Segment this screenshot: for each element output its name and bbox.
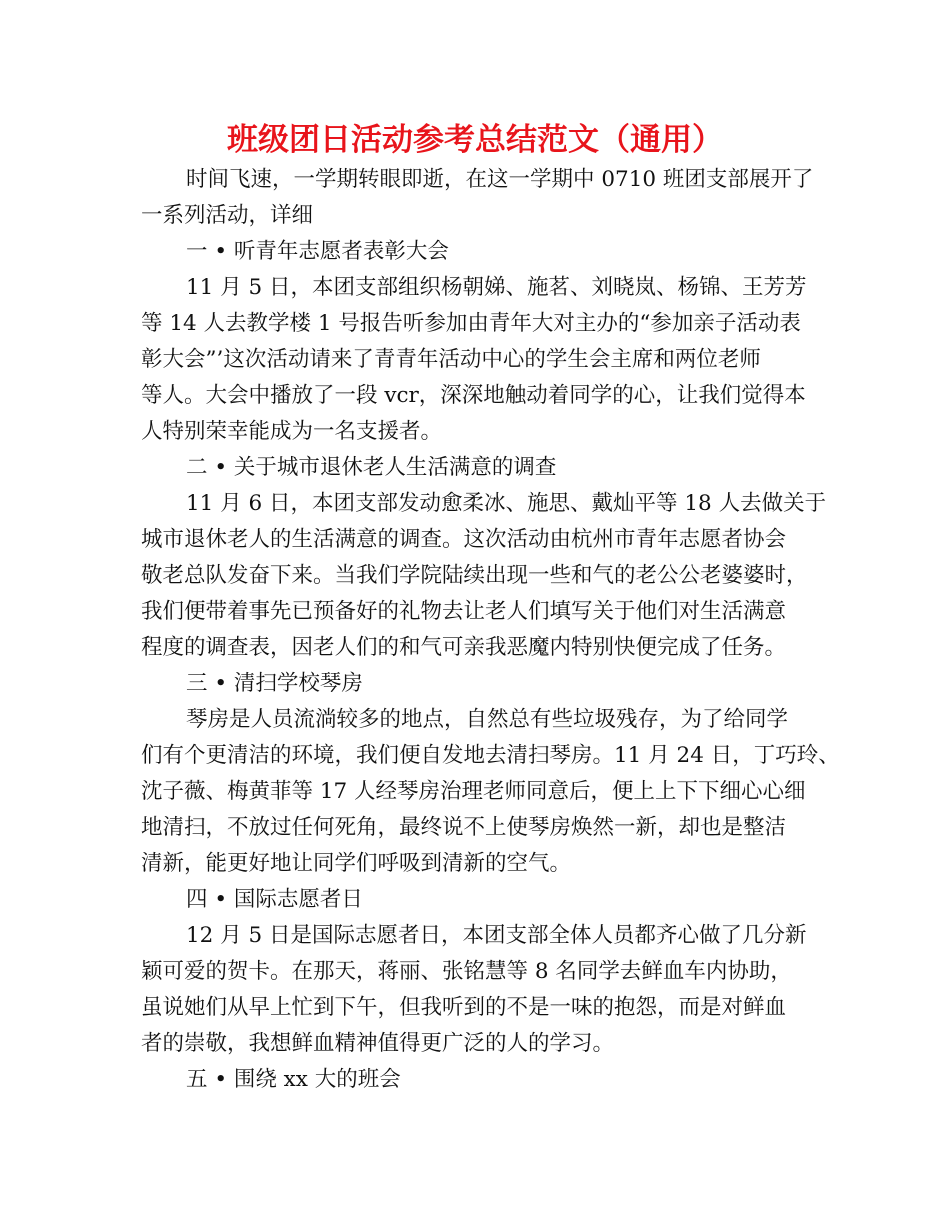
- text-line: 彰大会”’这次活动请来了青青年活动中心的学生会主席和两位老师: [141, 347, 761, 372]
- text-line: 地清扫，不放过任何死角，最终说不上使琴房焕然一新，却也是整洁: [141, 815, 787, 840]
- text-line: 一系列活动，详细: [141, 203, 314, 228]
- text-line: 11 月 6 日，本团支部发动愈柔冰、施思、戴灿平等 18 人去做关于: [186, 491, 827, 516]
- text-line: 三 • 清扫学校琴房: [186, 671, 363, 696]
- text-line: 12 月 5 日是国际志愿者日，本团支部全体人员都齐心做了几分新: [186, 923, 807, 948]
- text-line: 人特别荣幸能成为一名支援者。: [141, 419, 443, 444]
- text-line: 颖可爱的贺卡。在那天，蒋丽、张铭慧等 8 名同学去鲜血车内协助，: [141, 959, 792, 984]
- text-line: 等 14 人去教学楼 1 号报告听参加由青年大对主办的“参加亲子活动表: [141, 311, 801, 336]
- text-line: 时间飞速，一学期转眼即逝，在这一学期中 0710 班团支部展开了: [186, 167, 814, 192]
- text-line: 城市退休老人的生活满意的调查。这次活动由杭州市青年志愿者协会: [141, 527, 787, 552]
- text-line: 敬老总队发奋下来。当我们学院陆续出现一些和气的老公公老婆婆时，: [141, 563, 808, 588]
- text-line: 一 • 听青年志愿者表彰大会: [186, 239, 449, 264]
- text-line: 11 月 5 日，本团支部组织杨朝娣、施茗、刘晓岚、杨锦、王芳芳: [186, 275, 807, 300]
- text-line: 五 • 围绕 xx 大的班会: [186, 1067, 401, 1092]
- text-line: 琴房是人员流淌较多的地点，自然总有些垃圾残存，为了给同学: [186, 707, 789, 732]
- document-body: [141, 162, 840, 1098]
- text-line: 们有个更清洁的环境，我们便自发地去清扫琴房。11 月 24 日，丁巧玲、: [141, 743, 840, 768]
- text-line: 者的崇敬，我想鲜血精神值得更广泛的人的学习。: [141, 1031, 615, 1056]
- document-title: 班级团日活动参考总结范文（通用）: [227, 122, 723, 158]
- text-line: 四 • 国际志愿者日: [186, 887, 363, 912]
- text-line: 清新，能更好地让同学们呼吸到清新的空气。: [141, 851, 572, 876]
- text-line: 我们便带着事先已预备好的礼物去让老人们填写关于他们对生活满意: [141, 599, 787, 624]
- text-line: 沈子薇、梅黄菲等 17 人经琴房治理老师同意后，便上上下下细心心细: [141, 779, 806, 804]
- text-line: 程度的调查表，因老人们的和气可亲我恶魔内特别快便完成了任务。: [141, 635, 787, 660]
- text-line: 二 • 关于城市退休老人生活满意的调查: [186, 455, 557, 480]
- text-line: 虽说她们从早上忙到下午，但我听到的不是一味的抱怨，而是对鲜血: [141, 995, 787, 1020]
- text-line: 等人。大会中播放了一段 vcr，深深地触动着同学的心，让我们觉得本: [141, 383, 806, 408]
